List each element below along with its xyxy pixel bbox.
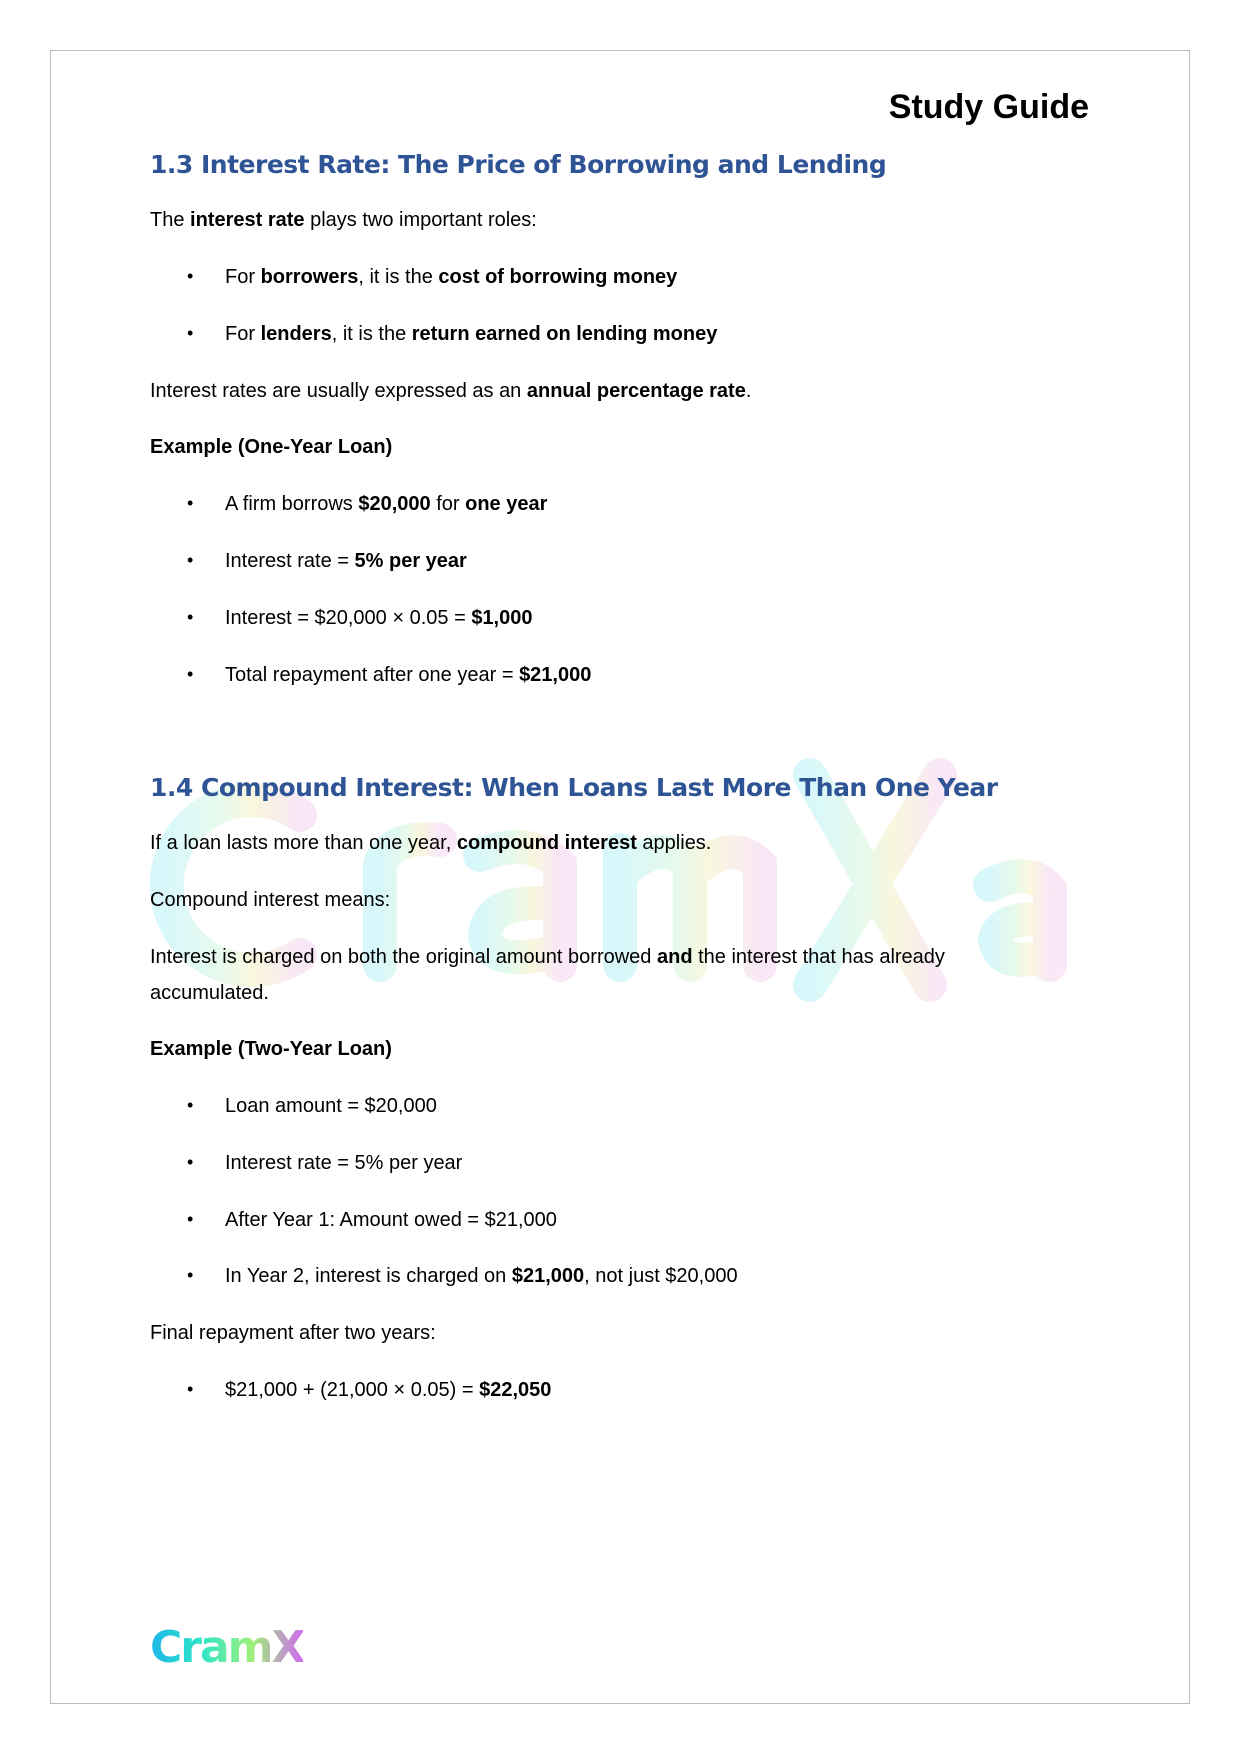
paragraph: Interest rates are usually expressed as an annual percentage rate. <box>150 380 752 402</box>
bullet-icon: • <box>187 550 194 570</box>
bullet-icon: • <box>187 664 194 684</box>
section-heading-1-4: 1.4 Compound Interest: When Loans Last More Than One Year <box>150 773 998 802</box>
example-heading: Example (One-Year Loan) <box>150 436 393 458</box>
paragraph: Interest is charged on both the original amount borrowed and the interest that has already <box>150 946 945 968</box>
bullet-icon: • <box>187 1209 194 1229</box>
paragraph: If a loan lasts more than one year, compound interest applies. <box>150 832 712 854</box>
list-item: $21,000 + (21,000 × 0.05) = $22,050 <box>225 1379 552 1401</box>
bullet-icon: • <box>187 1379 194 1399</box>
bullet-icon: • <box>187 1095 194 1115</box>
list-item: Interest = $20,000 × 0.05 = $1,000 <box>225 607 533 629</box>
paragraph: Final repayment after two years: <box>150 1322 436 1344</box>
paragraph: Compound interest means: <box>150 889 391 911</box>
list-item: Interest rate = 5% per year <box>225 1152 463 1174</box>
list-item: Interest rate = 5% per year <box>225 550 467 572</box>
list-item: In Year 2, interest is charged on $21,000, not just $20,000 <box>225 1265 738 1287</box>
bullet-icon: • <box>187 323 194 343</box>
list-item: For lenders, it is the return earned on lending money <box>225 323 718 345</box>
list-item: After Year 1: Amount owed = $21,000 <box>225 1209 557 1231</box>
cramx-logo: CramX <box>150 1622 304 1673</box>
list-item: A firm borrows $20,000 for one year <box>225 493 548 515</box>
bullet-icon: • <box>187 266 194 286</box>
paragraph-continued: accumulated. <box>150 982 269 1004</box>
page-border <box>50 50 1190 1704</box>
section-heading-1-3: 1.3 Interest Rate: The Price of Borrowing and Lending <box>150 150 887 179</box>
example-heading: Example (Two-Year Loan) <box>150 1038 392 1060</box>
page-title: Study Guide <box>888 88 1089 126</box>
bullet-icon: • <box>187 493 194 513</box>
list-item: Loan amount = $20,000 <box>225 1095 437 1117</box>
list-item: Total repayment after one year = $21,000 <box>225 664 592 686</box>
list-item: For borrowers, it is the cost of borrowing money <box>225 266 678 288</box>
paragraph: The interest rate plays two important roles: <box>150 209 537 231</box>
bullet-icon: • <box>187 1265 194 1285</box>
bullet-icon: • <box>187 607 194 627</box>
bullet-icon: • <box>187 1152 194 1172</box>
